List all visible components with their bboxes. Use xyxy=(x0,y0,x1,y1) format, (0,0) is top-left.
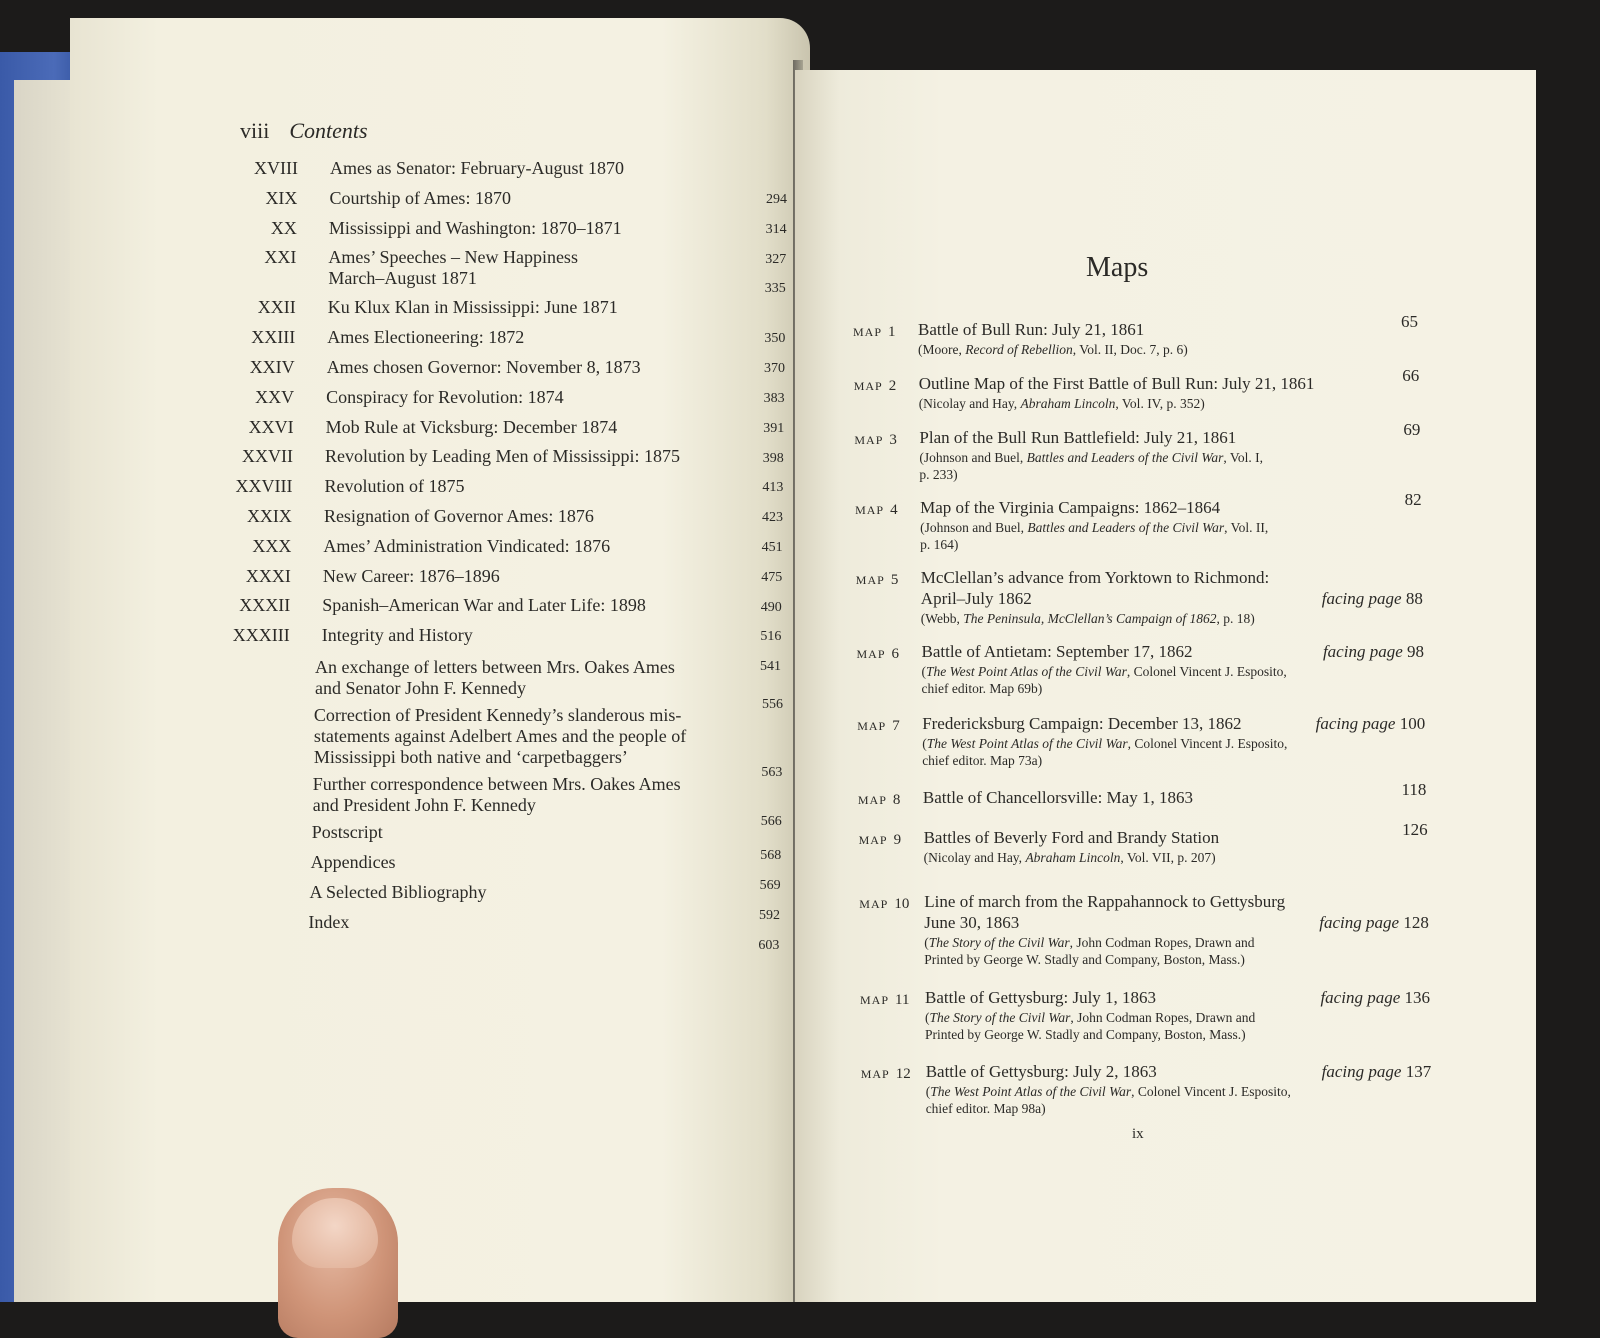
map-label-word: MAP xyxy=(860,993,890,1007)
map-number: 10 xyxy=(894,896,910,912)
chapter-title xyxy=(326,387,563,408)
contents-extra xyxy=(308,912,349,933)
map-source xyxy=(926,1083,1291,1100)
contents-extra-line: Correction of President Kennedy’s slanderous mis- xyxy=(313,705,682,725)
contents-extra-line: An exchange of letters between Mrs. Oakes Ames xyxy=(315,657,675,677)
map-source-line2: chief editor. Map 98a) xyxy=(925,1101,1046,1116)
chapter-page: 516 xyxy=(760,629,782,645)
contents-extra xyxy=(313,774,681,816)
map-source xyxy=(924,934,1254,951)
chapter-page: 423 xyxy=(762,510,783,526)
map-source xyxy=(920,519,1268,536)
chapter-title-line: Mississippi and Washington: 1870–1871 xyxy=(328,217,622,238)
chapter-page: 475 xyxy=(761,569,783,585)
map-source xyxy=(922,735,1287,752)
chapter-title xyxy=(323,566,500,587)
chapter-number: XXV xyxy=(255,386,295,407)
map-title-line2: April–July 1862 xyxy=(920,589,1032,608)
chapter-number: XXVI xyxy=(248,416,294,437)
map-label xyxy=(854,378,897,395)
map-source xyxy=(919,449,1263,466)
map-source-line2: Printed by George W. Stadly and Company, Boston, Mass.) xyxy=(924,952,1245,967)
map-label-word: MAP xyxy=(854,433,884,447)
maps-heading: Maps xyxy=(1086,252,1149,283)
facing-page-label: facing page xyxy=(1319,913,1400,932)
contents-extra-page: 592 xyxy=(759,907,780,923)
map-label-word: MAP xyxy=(853,325,883,339)
right-page xyxy=(795,70,1536,1302)
map-page xyxy=(1402,820,1428,840)
map-source-title: Record of Rebellion xyxy=(965,342,1073,357)
chapter-title xyxy=(323,536,610,557)
chapter-title xyxy=(329,188,511,209)
contents-extra-page: 556 xyxy=(762,697,783,712)
map-page xyxy=(1402,780,1427,800)
chapter-title xyxy=(327,357,641,378)
map-source-line2: p. 233) xyxy=(919,467,958,482)
contents-extra-line: Index xyxy=(308,911,350,932)
map-page xyxy=(1405,490,1422,510)
map-title: Line of march from the Rappahannock to Gettysburg xyxy=(924,892,1286,911)
map-source-title: Abraham Lincoln xyxy=(1020,396,1116,411)
map-page xyxy=(1320,988,1430,1008)
chapter-page: 370 xyxy=(764,361,785,377)
map-label xyxy=(854,432,897,449)
chapter-title xyxy=(325,446,680,467)
map-label xyxy=(856,572,899,589)
contents-extra xyxy=(310,882,487,903)
map-page-number: 136 xyxy=(1404,988,1430,1007)
running-head-title: Contents xyxy=(289,118,368,143)
map-number: 3 xyxy=(889,432,897,448)
map-source-text: , Colonel Vincent J. Esposito, xyxy=(1131,1084,1291,1099)
chapter-page: 327 xyxy=(765,251,787,267)
contents-extra-line: Mississippi both native and ‘carpetbaggers’ xyxy=(313,747,628,767)
chapter-number: XXX xyxy=(252,535,292,556)
chapter-title xyxy=(322,595,646,616)
chapter-title-line: Revolution of 1875 xyxy=(324,476,465,497)
map-title: Battle of Chancellorsville: May 1, 1863 xyxy=(922,788,1193,807)
contents-extra-line: and Senator John F. Kennedy xyxy=(315,678,527,698)
map-source-text: , Vol. IV, p. 352) xyxy=(1115,396,1205,411)
map-number: 11 xyxy=(895,992,910,1008)
chapter-page: 490 xyxy=(760,599,782,615)
map-label xyxy=(858,792,901,809)
map-source xyxy=(918,341,1188,358)
map-label xyxy=(859,896,909,913)
map-label xyxy=(853,324,896,341)
chapter-number: XVIII xyxy=(254,158,298,178)
map-page-number: 128 xyxy=(1403,913,1429,932)
map-source-text: , Vol. VII, p. 207) xyxy=(1120,850,1216,865)
chapter-page: 350 xyxy=(764,331,786,347)
map-number: 4 xyxy=(890,502,898,518)
map-source-line2: Printed by George W. Stadly and Company, Boston, Mass.) xyxy=(925,1027,1246,1042)
map-number: 12 xyxy=(895,1066,911,1082)
map-source-text: (Nicolay and Hay, xyxy=(918,396,1021,411)
map-source-text: (Webb, xyxy=(920,611,964,626)
map-source-text: ( xyxy=(925,1010,930,1025)
map-page-number: 65 xyxy=(1401,312,1418,331)
chapter-title-line: Courtship of Ames: 1870 xyxy=(329,187,511,208)
chapter-number: XXIX xyxy=(246,506,292,526)
map-page-number: 69 xyxy=(1403,420,1421,439)
chapter-title xyxy=(322,625,473,646)
map-source-text: (Moore, xyxy=(918,342,966,357)
chapter-number: XXXII xyxy=(239,595,291,616)
chapter-title xyxy=(324,506,594,527)
map-page xyxy=(1323,642,1424,662)
map-number: 7 xyxy=(892,718,900,734)
map-label xyxy=(860,992,909,1009)
chapter-number: XXIII xyxy=(251,327,296,348)
contents-extra-page: 566 xyxy=(760,813,782,829)
map-page xyxy=(1322,589,1423,609)
map-title: Battle of Bull Run: July 21, 1861 xyxy=(918,320,1145,339)
chapter-page: 398 xyxy=(762,450,784,466)
map-page xyxy=(1316,714,1426,734)
chapter-title xyxy=(328,247,578,289)
chapter-title-line: Ames’ Speeches – New Happiness xyxy=(328,247,578,268)
chapter-number: XXVII xyxy=(242,446,294,467)
chapter-number: XX xyxy=(270,217,297,238)
map-source-title: The West Point Atlas of the Civil War xyxy=(926,664,1127,679)
facing-page-label: facing page xyxy=(1322,642,1403,661)
map-page-number: 98 xyxy=(1407,642,1424,661)
map-label xyxy=(855,502,898,519)
map-number: 8 xyxy=(892,792,901,808)
map-source-text: , Vol. II, xyxy=(1224,520,1269,535)
left-page-number: viii xyxy=(240,118,270,143)
facing-page-label: facing page xyxy=(1321,589,1402,608)
map-number: 5 xyxy=(890,572,899,588)
chapter-page: 413 xyxy=(762,480,784,496)
chapter-title xyxy=(325,476,465,497)
map-label-word: MAP xyxy=(857,719,887,733)
chapter-page: 294 xyxy=(766,192,787,207)
map-source-text: ( xyxy=(922,736,927,751)
map-source-text: ( xyxy=(921,664,926,679)
map-source-title: The Peninsula, McClellan’s Campaign of 1862 xyxy=(963,611,1217,626)
chapter-title xyxy=(329,218,622,239)
map-source xyxy=(919,395,1205,412)
map-title: Battle of Gettysburg: July 2, 1863 xyxy=(925,1062,1157,1081)
chapter-title-line: Mob Rule at Vicksburg: December 1874 xyxy=(325,416,618,437)
map-label-word: MAP xyxy=(860,1067,890,1081)
chapter-title xyxy=(330,158,624,179)
map-source-title: The West Point Atlas of the Civil War xyxy=(930,1084,1132,1099)
contents-extra-page: 603 xyxy=(758,937,780,953)
contents-extra-line: Postscript xyxy=(311,821,383,842)
map-number: 6 xyxy=(891,646,900,662)
map-title: Outline Map of the First Battle of Bull Run: July 21, 1861 xyxy=(918,374,1315,393)
contents-extra-page: 568 xyxy=(760,847,782,863)
facing-page-label: facing page xyxy=(1315,714,1396,733)
map-title: Plan of the Bull Run Battlefield: July 21, 1861 xyxy=(919,428,1237,447)
chapter-title-line: Spanish–American War and Later Life: 1898 xyxy=(322,595,646,616)
facing-page-label: facing page xyxy=(1320,988,1401,1007)
map-source-title: Battles and Leaders of the Civil War xyxy=(1026,450,1224,465)
chapter-page: 391 xyxy=(763,420,785,436)
chapter-number: XXXIII xyxy=(232,625,290,646)
right-page-number: ix xyxy=(1132,1126,1144,1142)
chapter-title-line: Integrity and History xyxy=(321,625,473,646)
map-source-text: , John Codman Ropes, Drawn and xyxy=(1069,935,1255,950)
chapter-number: XXXI xyxy=(245,565,291,586)
map-source-text: , p. 18) xyxy=(1216,611,1255,626)
left-running-head xyxy=(240,118,368,144)
map-source-title: Battles and Leaders of the Civil War xyxy=(1027,520,1225,535)
chapter-number: XXVIII xyxy=(235,476,293,497)
map-page xyxy=(1403,420,1420,440)
map-title: Map of the Virginia Campaigns: 1862–1864 xyxy=(920,498,1221,517)
contents-extra-line: Further correspondence between Mrs. Oakes Ames xyxy=(312,773,681,794)
chapter-page: 314 xyxy=(765,221,787,237)
map-source-text: ( xyxy=(924,935,929,950)
map-label-word: MAP xyxy=(858,833,888,847)
chapter-title xyxy=(327,327,524,348)
map-label xyxy=(857,718,900,735)
map-label-word: MAP xyxy=(853,379,883,393)
map-page xyxy=(1322,1062,1432,1082)
chapter-title-line: Revolution by Leading Men of Mississippi: 1875 xyxy=(325,446,681,467)
map-label xyxy=(859,832,902,849)
map-title: Battle of Antietam: September 17, 1862 xyxy=(921,642,1193,661)
map-source-text: , Colonel Vincent J. Esposito, xyxy=(1127,736,1288,751)
map-label-word: MAP xyxy=(855,573,885,587)
map-page xyxy=(1319,913,1429,933)
contents-extra xyxy=(311,852,396,873)
map-source-text: , Vol. II, Doc. 7, p. 6) xyxy=(1072,342,1188,357)
map-label xyxy=(857,646,900,663)
map-label-word: MAP xyxy=(855,503,885,517)
map-source-title: Abraham Lincoln xyxy=(1025,850,1121,865)
map-title: Battle of Gettysburg: July 1, 1863 xyxy=(925,988,1157,1007)
chapter-number: XXII xyxy=(257,297,296,318)
map-source-text: , John Codman Ropes, Drawn and xyxy=(1070,1010,1256,1025)
contents-extra-line: A Selected Bibliography xyxy=(309,881,487,902)
map-number: 9 xyxy=(893,832,902,848)
chapter-number: XXI xyxy=(264,247,297,268)
map-label-word: MAP xyxy=(857,793,887,807)
map-page-number: 126 xyxy=(1402,820,1428,839)
map-title-line2: June 30, 1863 xyxy=(924,913,1020,932)
chapter-page: 335 xyxy=(764,281,786,297)
chapter-title-line: Ames chosen Governor: November 8, 1873 xyxy=(326,357,641,377)
contents-extra-line: statements against Adelbert Ames and the people of xyxy=(313,726,687,746)
map-page-number: 100 xyxy=(1399,714,1426,733)
map-page-number: 118 xyxy=(1401,780,1427,799)
map-page xyxy=(1402,366,1419,386)
map-source-text: (Nicolay and Hay, xyxy=(923,850,1026,865)
chapter-title-line: Ames’ Administration Vindicated: 1876 xyxy=(323,535,611,556)
map-source-text: ( xyxy=(925,1084,931,1099)
chapter-title-line: Resignation of Governor Ames: 1876 xyxy=(323,506,594,526)
contents-extra-line: Appendices xyxy=(310,851,396,872)
chapter-title-line: New Career: 1876–1896 xyxy=(322,565,500,586)
map-source-title: The West Point Atlas of the Civil War xyxy=(926,736,1128,751)
map-label-word: MAP xyxy=(856,647,886,661)
map-page xyxy=(1401,312,1418,332)
map-title: McClellan’s advance from Yorktown to Richmond: xyxy=(920,568,1270,587)
map-source xyxy=(925,1009,1255,1026)
map-page-number: 88 xyxy=(1405,589,1423,608)
chapter-page: 383 xyxy=(763,391,785,406)
map-title: Battles of Beverly Ford and Brandy Station xyxy=(923,828,1220,847)
map-number: 1 xyxy=(888,324,896,340)
contents-extra xyxy=(312,822,383,843)
contents-extra-page: 563 xyxy=(761,765,783,780)
chapter-title xyxy=(328,297,618,318)
chapter-title-line: Ames as Senator: February-August 1870 xyxy=(330,158,624,178)
map-number: 2 xyxy=(888,378,897,394)
chapter-title-line: Ames Electioneering: 1872 xyxy=(327,327,525,348)
contents-extra xyxy=(315,657,675,699)
chapter-title-line: Ku Klux Klan in Mississippi: June 1871 xyxy=(327,297,618,318)
map-source-text: , Vol. I, xyxy=(1223,450,1264,465)
map-source-line2: chief editor. Map 69b) xyxy=(921,681,1043,696)
chapter-title-line: March–August 1871 xyxy=(328,268,477,289)
map-source xyxy=(921,610,1255,627)
chapter-title xyxy=(326,417,618,438)
contents-extra-line: and President John F. Kennedy xyxy=(312,794,536,815)
map-source-title: The Story of the Civil War xyxy=(929,1010,1071,1025)
chapter-page: 451 xyxy=(761,540,783,555)
chapter-title-line: Conspiracy for Revolution: 1874 xyxy=(326,386,564,407)
chapter-number: XXIV xyxy=(249,357,295,377)
map-source-line2: chief editor. Map 73a) xyxy=(922,753,1043,768)
map-source-line2: p. 164) xyxy=(920,537,959,552)
map-source-text: (Johnson and Buel, xyxy=(920,520,1028,535)
map-page-number: 137 xyxy=(1405,1062,1432,1081)
map-source-text: , Colonel Vincent J. Esposito, xyxy=(1126,664,1287,679)
chapter-number: XIX xyxy=(265,187,298,208)
map-source xyxy=(924,849,1216,866)
map-title: Fredericksburg Campaign: December 13, 1862 xyxy=(922,714,1242,733)
facing-page-label: facing page xyxy=(1321,1062,1402,1081)
map-source-title: The Story of the Civil War xyxy=(928,935,1070,950)
contents-extra-page: 569 xyxy=(759,877,781,893)
map-label xyxy=(861,1066,911,1083)
map-page-number: 82 xyxy=(1404,490,1422,509)
map-source xyxy=(922,663,1287,680)
chapter-page: 541 xyxy=(760,659,781,675)
contents-extra xyxy=(314,705,686,768)
map-source-text: (Johnson and Buel, xyxy=(919,450,1027,465)
map-label-word: MAP xyxy=(859,897,889,911)
map-page-number: 66 xyxy=(1402,366,1420,385)
